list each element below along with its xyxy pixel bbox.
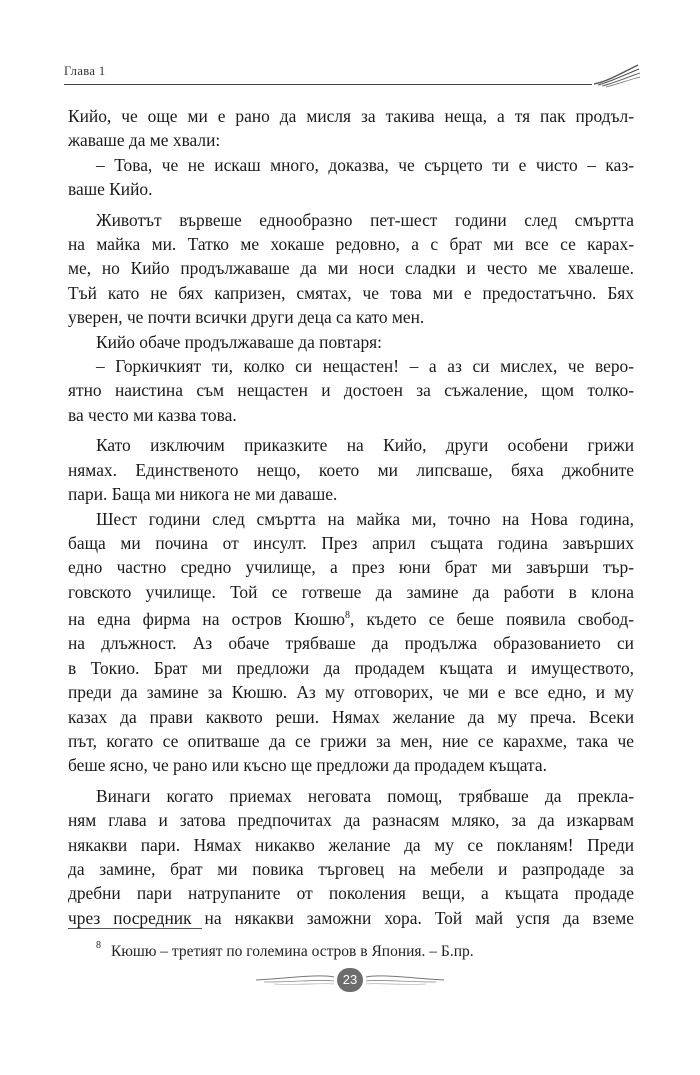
text-line: на майка ми. Татко ме хокаше редовно, а с брат ми все се карах- xyxy=(68,234,634,255)
text-line: уверен, че почти всички други деца са като мен. xyxy=(68,307,425,328)
text-line: ваше Кийо. xyxy=(68,179,153,200)
text-line: беше ясно, че рано или късно ще предложи да продадем къщата. xyxy=(68,755,547,776)
text-line: чрез посредник на някакви заможни хора. Той май успя да вземе xyxy=(68,907,634,928)
text-line: пари. Баща ми никога не ми даваше. xyxy=(68,484,338,505)
text-line: ме, но Кийо продължаваше да ми носи сладки и често ме хвалеше. xyxy=(68,258,634,279)
text-line: ням глава и затова предпочитах да разнасям мляко, за да изкарвам xyxy=(68,810,634,831)
text-line: да замине, брат ми повика търговец на мебели и разпродаде за xyxy=(68,858,634,879)
running-head: Глава 1 xyxy=(64,64,106,78)
text-line: Кийо, че още ми е рано да мисля за такива неща, а тя пак продъл- xyxy=(68,106,634,126)
text-line: – Това, че не искаш много, доказва, че сърцето ти е чисто – каз- xyxy=(96,154,634,175)
footnote-reference[interactable]: 8 xyxy=(344,610,350,622)
text-line: говското училище. Той се готвеше да замине да работи в клона xyxy=(68,581,634,602)
text-line: ва често ми казва това. xyxy=(68,404,237,425)
quill-ornament-icon xyxy=(592,62,642,90)
page-number: 23 xyxy=(337,968,363,992)
text-line: нямах. Единственото нещо, което ми липсваше, бяха джобните xyxy=(68,459,634,480)
text-line: в Токио. Брат ми предложи да продадем къщата и имуществото, xyxy=(68,657,634,678)
text-line: Кийо обаче продължаваше да повтаря: xyxy=(96,331,382,352)
text-line: Винаги когато приемах неговата помощ, трябваше да прекла- xyxy=(96,785,634,806)
text-line: едно частно средно училище, а през юни брат ми завърши тър- xyxy=(68,557,634,578)
text-line: Шест години след смъртта на майка ми, точно на Нова година, xyxy=(96,508,634,529)
text-line: някакви пари. Нямах никакво желание да му се покланям! Преди xyxy=(68,834,634,855)
text-line: път, когато се опитваше да се грижи за мен, ние се карахме, така че xyxy=(68,730,634,751)
text-line: Тъй като не бях капризен, смятах, че това ми е предостатъчно. Бях xyxy=(68,282,634,303)
text-line: Животът вървеше еднообразно пет-шест години след смъртта xyxy=(96,209,634,230)
header-rule xyxy=(64,84,592,85)
text-line: ятно наистина съм нещастен и достоен за съжаление, щом толко- xyxy=(68,380,634,401)
footnote-rule xyxy=(68,928,202,929)
text-line: дребни пари натрупаните от поколения вещи, а къщата продаде xyxy=(68,883,634,904)
body-text xyxy=(68,104,634,930)
text-fragment: на една фирма на остров Кюшю xyxy=(68,608,345,629)
text-line: – Горкичкият ти, колко си нещастен! – а аз си мислех, че веро- xyxy=(96,356,634,377)
text-line: преди да замине за Кюшю. Аз му отговорих, че ми е все едно, и му xyxy=(68,682,634,703)
footnote-text: Кюшю – третият по големина остров в Япония. – Б.пр. xyxy=(111,943,474,961)
text-line: на длъжност. Аз обаче трябваше да продължа образованието си xyxy=(68,633,634,654)
footnote xyxy=(96,938,474,962)
text-line: баща ми почина от инсулт. През април същата година завърших xyxy=(68,532,634,553)
text-line: жаваше да ме хвали: xyxy=(68,130,221,151)
text-fragment: , където се беше появила свобод- xyxy=(349,608,634,629)
text-line: казах да прави каквото реши. Нямах желание да му преча. Всеки xyxy=(68,706,634,727)
text-line xyxy=(68,604,634,631)
text-line: Като изключим приказките на Кийо, други особени грижи xyxy=(96,435,634,456)
footnote-marker: 8 xyxy=(96,940,101,951)
